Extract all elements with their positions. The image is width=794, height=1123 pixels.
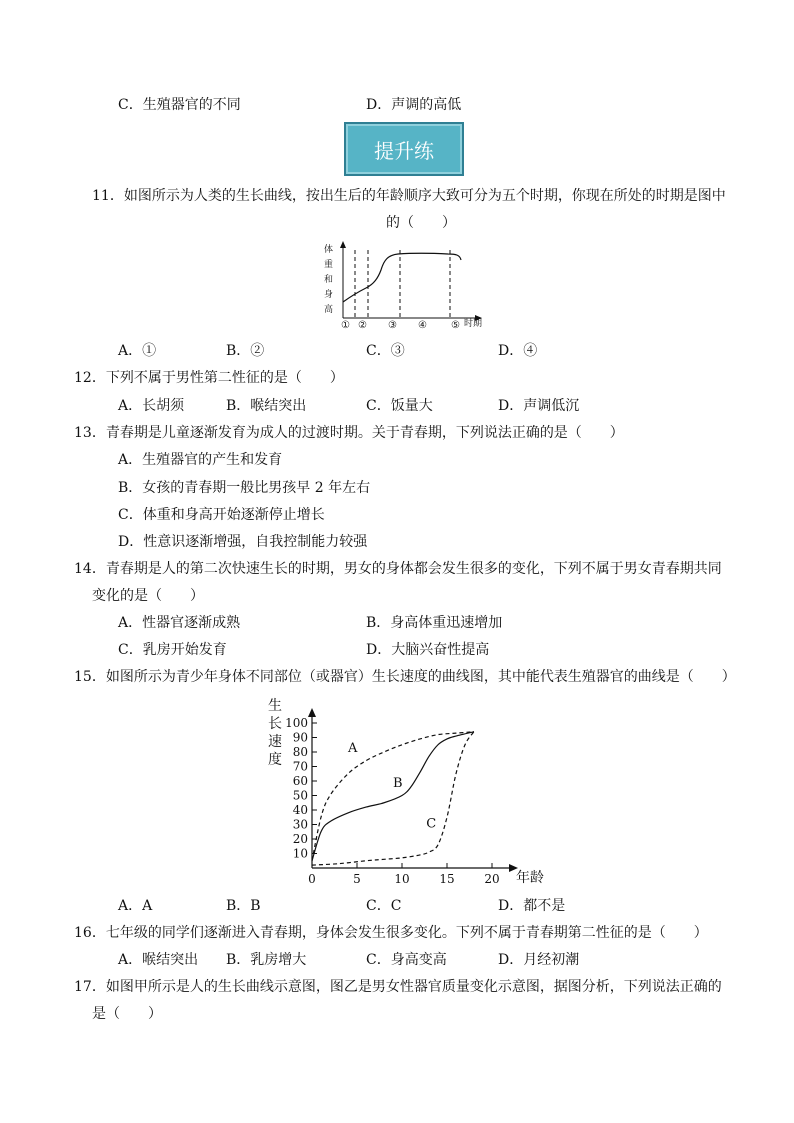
period-4-label: ④ <box>418 320 427 331</box>
q13-option-d: D．性意识逐渐增强，自我控制能力较强 <box>118 534 368 550</box>
y-tick-label: 50 <box>292 788 308 803</box>
q15-option-b: B．B <box>226 898 261 914</box>
q12-stem: 12．下列不属于男性第二性征的是（ ） <box>74 370 344 386</box>
q11-option-b: B．② <box>226 343 265 359</box>
y-tick-label: 20 <box>292 832 308 846</box>
q12-option-d: D．声调低沉 <box>498 398 580 414</box>
series-b-label: B <box>393 775 403 791</box>
q11-option-d: D．④ <box>498 343 538 359</box>
q12-option-b: B．喉结突出 <box>226 398 307 414</box>
section-banner: 提升练 <box>344 122 464 176</box>
q12-option-c: C．饭量大 <box>366 398 433 414</box>
x-tick-label: 20 <box>484 872 500 886</box>
q15-option-d: D．都不是 <box>498 898 566 914</box>
x-tick-label: 0 <box>308 872 316 886</box>
q11-stem-line1: 11．如图所示为人类的生长曲线，按出生后的年龄顺序大致可分为五个时期，你现在所处的时期是图中 <box>92 188 726 204</box>
q14-option-a: A．性器官逐渐成熟 <box>118 615 241 631</box>
q16-option-b: B．乳房增大 <box>226 952 307 968</box>
y-tick-label: 30 <box>292 817 308 832</box>
y-tick-label: 40 <box>292 803 308 817</box>
period-3-label: ③ <box>388 320 397 331</box>
figure-ylabel-char: 和 <box>324 275 334 285</box>
q17-stem-line2: 是（ ） <box>92 1006 162 1022</box>
y-axis-label-char: 生 <box>268 698 282 714</box>
q14-stem-line1: 14．青春期是人的第二次快速生长的时期，男女的身体都会发生很多的变化，下列不属于男女青春期共同 <box>74 561 722 577</box>
x-tick-label: 5 <box>353 872 361 886</box>
q14-option-b: B．身高体重迅速增加 <box>366 615 503 631</box>
q14-option-d: D．大脑兴奋性提高 <box>366 642 490 658</box>
x-axis-label: 年龄 <box>516 870 544 886</box>
q16-option-a: A．喉结突出 <box>118 952 199 968</box>
period-2-label: ② <box>358 320 367 331</box>
q13-stem: 13．青春期是儿童逐渐发育为成人的过渡时期。关于青春期，下列说法正确的是（ ） <box>74 425 624 441</box>
figure-ylabel-char: 高 <box>324 305 334 315</box>
q11-option-c: C．③ <box>366 343 405 359</box>
figure-ylabel-char: 身 <box>324 290 334 300</box>
y-tick-label: 100 <box>285 716 308 730</box>
q14-option-c: C．乳房开始发育 <box>118 642 227 658</box>
q11-option-a: A．① <box>118 343 157 359</box>
y-tick-label: 10 <box>292 846 308 861</box>
y-tick-label: 60 <box>292 774 308 788</box>
q17-stem-line1: 17．如图甲所示是人的生长曲线示意图，图乙是男女性器官质量变化示意图，据图分析，下列说法正确的 <box>74 979 722 995</box>
q10-option-c: C．生殖器官的不同 <box>118 97 241 113</box>
q12-option-a: A．长胡须 <box>118 398 185 414</box>
q16-option-c: C．身高变高 <box>366 952 447 968</box>
q11-stem-line2: 的（ ） <box>386 215 456 231</box>
q15-stem: 15．如图所示为青少年身体不同部位（或器官）生长速度的曲线图，其中能代表生殖器官的曲线是（ ） <box>74 669 736 685</box>
y-tick-label: 80 <box>292 745 308 759</box>
period-1-label: ① <box>341 320 350 331</box>
series-c-label: C <box>426 816 437 832</box>
q13-option-b: B．女孩的青春期一般比男孩早 2 年左右 <box>118 480 371 496</box>
series-c-line <box>312 732 474 865</box>
q15-option-c: C．C <box>366 898 402 914</box>
q16-stem: 16．七年级的同学们逐渐进入青春期，身体会发生很多变化。下列不属于青春期第二性征的是（ ） <box>74 925 708 941</box>
y-axis-label-char: 度 <box>268 752 282 768</box>
y-tick-label: 70 <box>292 759 308 774</box>
y-axis-arrow <box>308 708 316 717</box>
period-5-label: ⑤ <box>451 320 460 331</box>
y-axis-label-char: 长 <box>268 716 282 732</box>
x-tick-label: 10 <box>394 872 410 886</box>
figure-xlabel: 时期 <box>464 319 483 329</box>
q10-option-d: D．声调的高低 <box>366 97 462 113</box>
growth-curve-figure <box>318 240 498 332</box>
series-a-label: A <box>348 741 358 756</box>
q15-option-a: A．A <box>118 898 153 914</box>
q16-option-d: D．月经初潮 <box>498 952 580 968</box>
q13-option-a: A．生殖器官的产生和发育 <box>118 452 283 468</box>
q14-stem-line2: 变化的是（ ） <box>92 588 204 604</box>
figure-ylabel-char: 体 <box>324 245 334 255</box>
growth-speed-chart <box>258 692 558 892</box>
figure-ylabel-char: 重 <box>324 260 334 270</box>
series-b-line <box>312 732 474 861</box>
x-tick-label: 15 <box>439 872 455 886</box>
series-a-line <box>312 732 474 861</box>
y-axis-label-char: 速 <box>268 734 282 750</box>
y-tick-label: 90 <box>292 730 308 745</box>
q13-option-c: C．体重和身高开始逐渐停止增长 <box>118 507 325 523</box>
